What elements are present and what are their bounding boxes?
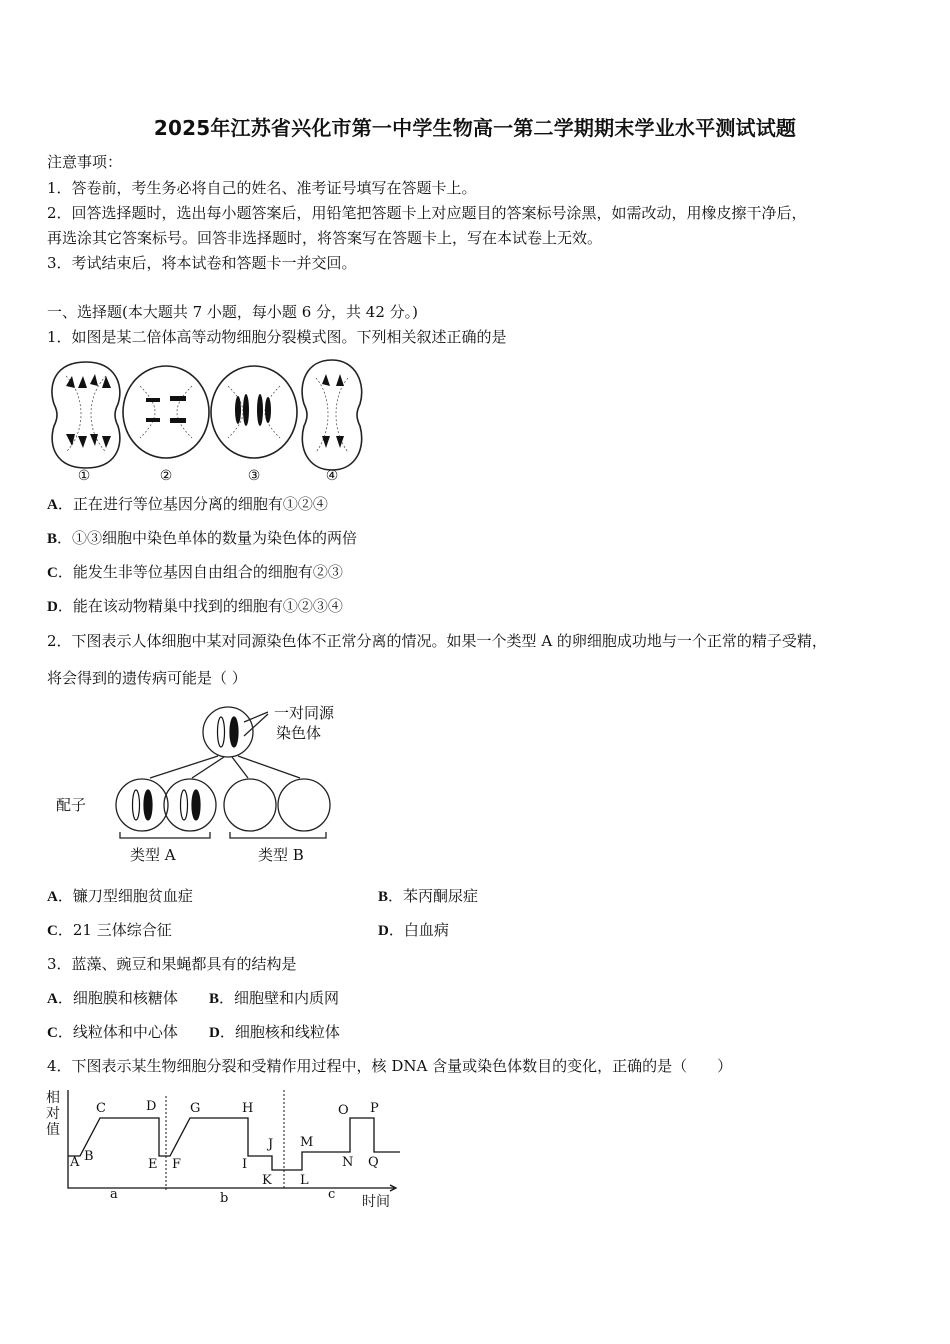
xlabel: 时间 [362, 1194, 390, 1210]
option-text: 正在进行等位基因分离的细胞有①②④ [72, 495, 328, 513]
point-label: A [70, 1155, 80, 1170]
option-text: 镰刀型细胞贫血症 [72, 887, 193, 905]
q3-option-d[interactable]: D．细胞核和线粒体 [209, 1023, 340, 1041]
option-text: 能在该动物精巢中找到的细胞有①②③④ [72, 597, 343, 615]
phase-label-c: c [328, 1187, 336, 1202]
gamete-b1 [224, 779, 276, 831]
gamete-a1 [116, 779, 168, 831]
parent-cell [203, 707, 253, 757]
gamete-b2 [278, 779, 330, 831]
q3-option-b[interactable]: B．细胞壁和内质网 [209, 989, 340, 1007]
point-label: G [190, 1101, 201, 1116]
option-text: 细胞核和线粒体 [234, 1023, 340, 1041]
point-label: N [342, 1155, 354, 1170]
question-number: 2． [47, 632, 72, 650]
point-label: D [146, 1099, 157, 1114]
gamete-a2 [164, 779, 216, 831]
q2-option-b[interactable]: B．苯丙酮尿症 [378, 887, 479, 905]
question-2-stem-b: 将会得到的遗传病可能是（ ） [47, 669, 247, 687]
nondisjunction-figure [50, 700, 360, 870]
q1-option-b[interactable]: B．①③细胞中染色单体的数量为染色体的两倍 [47, 529, 358, 547]
option-text: 苯丙酮尿症 [403, 887, 479, 905]
section-heading: 一、选择题(本大题共 7 小题，每小题 6 分，共 42 分。) [47, 303, 418, 321]
question-number: 4． [47, 1057, 72, 1075]
point-label: M [300, 1135, 314, 1150]
phase-label-b: b [220, 1191, 229, 1206]
ylabel-2: 对 [46, 1106, 60, 1122]
phase-label-a: a [110, 1187, 118, 1202]
cell-1-membrane [52, 362, 120, 468]
q1-option-d[interactable]: D．能在该动物精巢中找到的细胞有①②③④ [47, 597, 343, 615]
cell-4-membrane [302, 360, 362, 470]
notice-line-2a: 2．回答选择题时，选出每小题答案后，用铅笔把答题卡上对应题目的答案标号涂黑，如需改动，用橡皮擦干净后， [47, 204, 807, 222]
point-label: O [338, 1103, 349, 1118]
notice-heading: 注意事项： [47, 153, 123, 171]
option-text: 能发生非等位基因自由组合的细胞有②③ [72, 563, 343, 581]
point-label: F [172, 1157, 182, 1172]
type-b-label: 类型 B [258, 846, 304, 864]
page-title: 2025年江苏省兴化市第一中学生物高一第二学期期末学业水平测试试题 [153, 116, 797, 140]
q3-option-a[interactable]: A．细胞膜和核糖体 [47, 989, 178, 1007]
homolog-label-2: 染色体 [276, 724, 322, 742]
figure-label-4: ④ [325, 468, 339, 484]
ylabel-3: 值 [46, 1122, 60, 1138]
point-label: E [148, 1157, 158, 1172]
point-label: H [242, 1101, 254, 1116]
question-3-stem [47, 954, 297, 974]
figure-label-2: ② [159, 468, 173, 484]
point-label: Q [368, 1155, 379, 1170]
point-label: L [300, 1173, 309, 1188]
option-text: 细胞膜和核糖体 [72, 989, 178, 1007]
question-text: 蓝藻、豌豆和果蝇都具有的结构是 [71, 955, 297, 973]
question-2-stem-a [47, 631, 827, 651]
notice-line-1: 1．答卷前，考生务必将自己的姓名、准考证号填写在答题卡上。 [47, 179, 477, 197]
type-a-label: 类型 A [130, 846, 176, 864]
point-label: C [96, 1101, 106, 1116]
q2-option-d[interactable]: D．白血病 [378, 921, 449, 939]
ylabel-1: 相 [46, 1090, 60, 1106]
question-1-stem [47, 327, 507, 347]
point-label: J [268, 1137, 274, 1152]
point-label: B [84, 1149, 94, 1164]
notice-line-3: 3．考试结束后，将本试卷和答题卡一并交回。 [47, 254, 357, 272]
q1-option-c[interactable]: C．能发生非等位基因自由组合的细胞有②③ [47, 563, 343, 581]
question-number: 1． [47, 328, 72, 346]
question-text: 下图表示人体细胞中某对同源染色体不正常分离的情况。如果一个类型 A 的卵细胞成功地与一个正常的精子受精， [71, 632, 827, 650]
cell-3-membrane [211, 366, 297, 458]
option-text: 线粒体和中心体 [72, 1023, 178, 1041]
q1-option-a[interactable]: A．正在进行等位基因分离的细胞有①②④ [47, 495, 328, 513]
figure-label-3: ③ [247, 468, 261, 484]
cell-division-figure [44, 356, 374, 486]
question-number: 3． [47, 955, 72, 973]
dna-change-graph [44, 1086, 406, 1210]
figure-label-1: ① [77, 468, 91, 484]
option-text: ①③细胞中染色单体的数量为染色体的两倍 [72, 529, 358, 547]
question-4-stem [47, 1056, 732, 1076]
homolog-label-1: 一对同源 [274, 704, 335, 722]
question-text: 如图是某二倍体高等动物细胞分裂模式图。下列相关叙述正确的是 [71, 328, 507, 346]
cell-2-membrane [123, 366, 209, 458]
gamete-label: 配子 [56, 796, 87, 814]
point-label: P [370, 1101, 379, 1116]
point-label: K [262, 1173, 272, 1188]
option-text: 21 三体综合征 [72, 921, 172, 939]
notice-line-2b: 再选涂其它答案标号。回答非选择题时，将答案写在答题卡上，写在本试卷上无效。 [47, 229, 603, 247]
q3-option-c[interactable]: C．线粒体和中心体 [47, 1023, 178, 1041]
option-text: 细胞壁和内质网 [234, 989, 340, 1007]
q2-option-a[interactable]: A．镰刀型细胞贫血症 [47, 887, 193, 905]
question-text: 下图表示某生物细胞分裂和受精作用过程中，核 DNA 含量或染色体数目的变化，正确的是（ ） [71, 1057, 733, 1075]
q2-option-c[interactable]: C．21 三体综合征 [47, 921, 172, 939]
point-label: I [242, 1157, 248, 1172]
option-text: 白血病 [403, 921, 449, 939]
